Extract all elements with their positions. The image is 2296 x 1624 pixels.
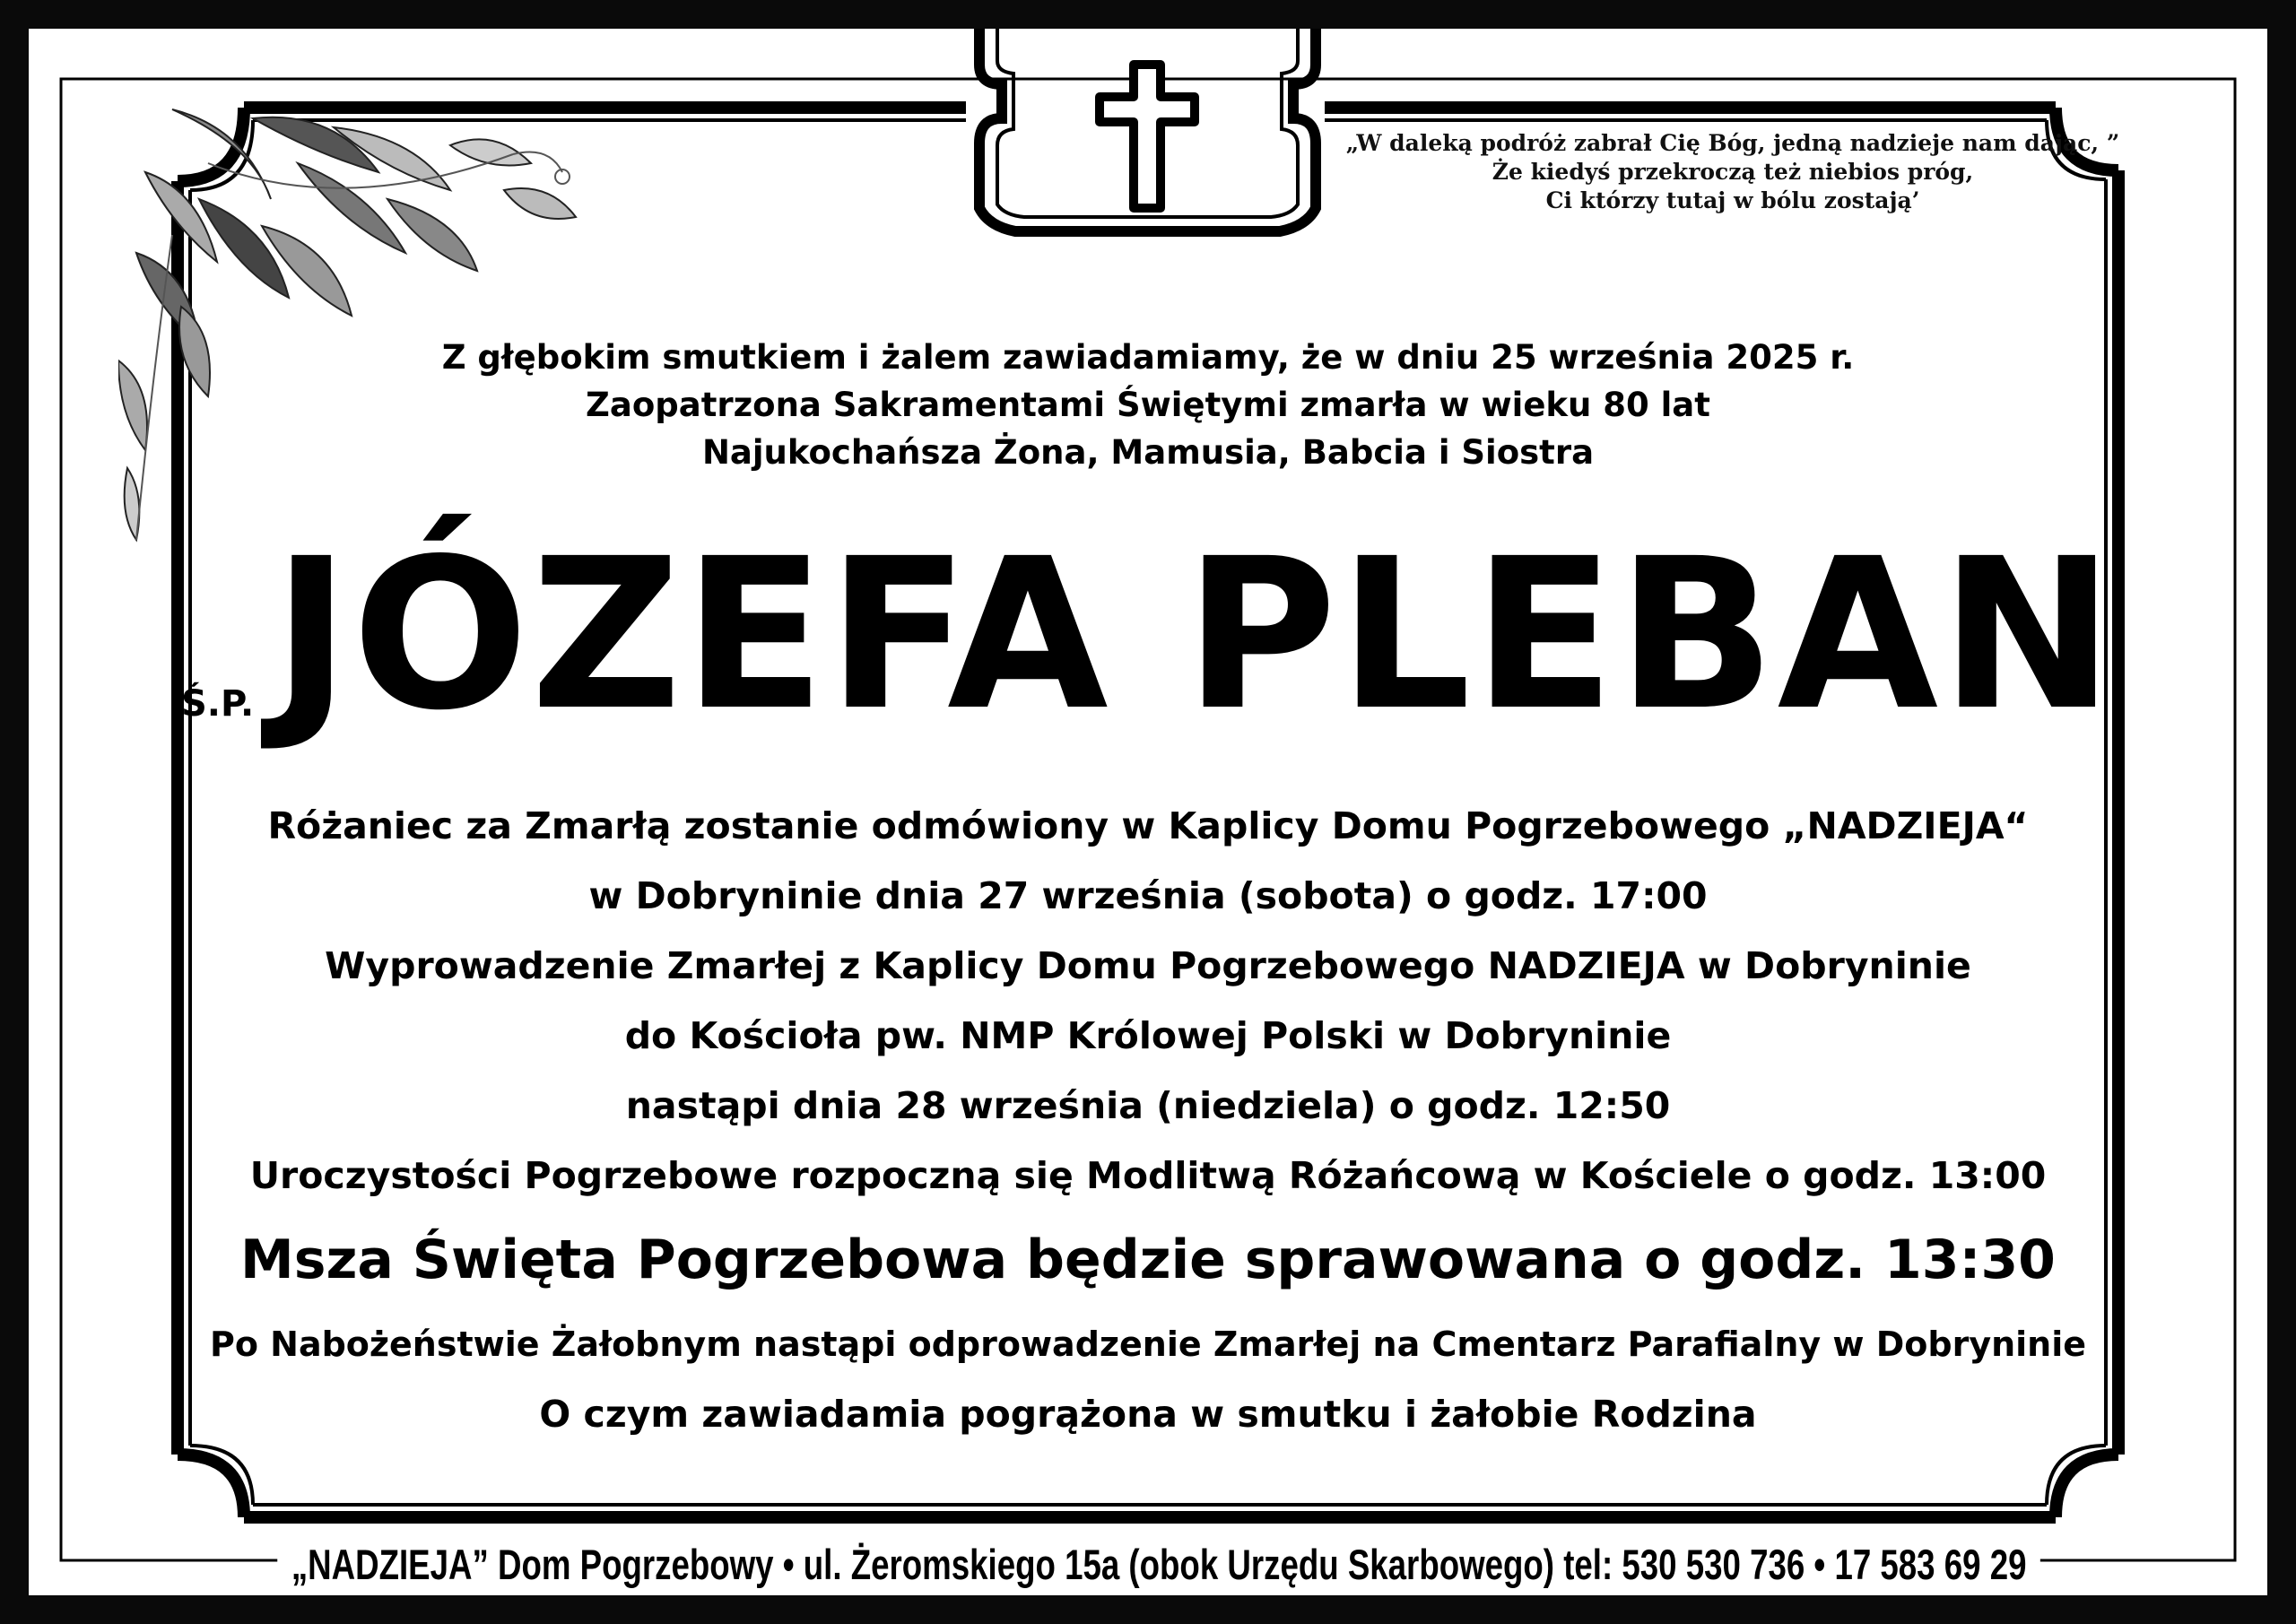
- detail-line: Wyprowadzenie Zmarłej z Kaplicy Domu Pogrzebowego NADZIEJA w Dobryninie: [325, 944, 1971, 987]
- detail-line: do Kościoła pw. NMP Królowej Polski w Dobryninie: [624, 1014, 1672, 1057]
- intro-text: [29, 334, 2267, 476]
- funeral-home-footer: [29, 1535, 2267, 1594]
- detail-line: Uroczystości Pogrzebowe rozpoczną się Modlitwą Różańcową w Kościele o godz. 13:00: [249, 1154, 2047, 1197]
- quote-line: Że kiedyś przekroczą też niebios próg,: [1492, 159, 1974, 185]
- intro-line: Najukochańsza Żona, Mamusia, Babcia i Siostra: [701, 433, 1595, 472]
- detail-line: Różaniec za Zmarłą zostanie odmówiony w Kaplicy Domu Pogrzebowego „NADZIEJA“: [267, 804, 2029, 847]
- detail-line: Po Nabożeństwie Żałobnym nastąpi odprowadzenie Zmarłej na Cmentarz Parafialny w Dobryninie: [209, 1324, 2087, 1364]
- funeral-details: [29, 791, 2267, 1449]
- detail-line: nastąpi dnia 28 września (niedziela) o godz. 12:50: [625, 1084, 1671, 1127]
- floral-ornament-icon: [118, 91, 603, 558]
- mass-line: Msza Święta Pogrzebowa będzie sprawowana o godz. 13:30: [240, 1229, 2056, 1291]
- quote-line: Ci którzy tutaj w bólu zostają’: [1545, 187, 1920, 213]
- footer-text: „NADZIEJA” Dom Pogrzebowy • ul. Żeromskiego 15a (obok Urzędu Skarbowego) tel: 530 530 736 • 17 583 69 29: [277, 1535, 2040, 1594]
- name-prefix: Ś.P.: [181, 683, 255, 725]
- quote-line: „W daleką podróż zabrał Cię Bóg, jedną nadzieje nam dając, ”: [1345, 130, 2120, 156]
- closing-line: O czym zawiadamia pogrążona w smutku i żałobie Rodzina: [539, 1393, 1757, 1436]
- intro-line: Zaopatrzona Sakramentami Świętymi zmarła w wieku 80 lat: [586, 386, 1710, 424]
- detail-line: w Dobryninie dnia 27 września (sobota) o godz. 17:00: [588, 874, 1708, 917]
- poem-quote: [1329, 129, 2136, 215]
- deceased-name-row: [29, 514, 2267, 756]
- cross-icon: [1100, 65, 1195, 208]
- intro-line: Z głębokim smutkiem i żalem zawiadamiamy, że w dniu 25 września 2025 r.: [441, 338, 1855, 377]
- deceased-name: JÓZEFA PLEBAN: [273, 514, 2117, 756]
- obituary-notice: [29, 29, 2267, 1595]
